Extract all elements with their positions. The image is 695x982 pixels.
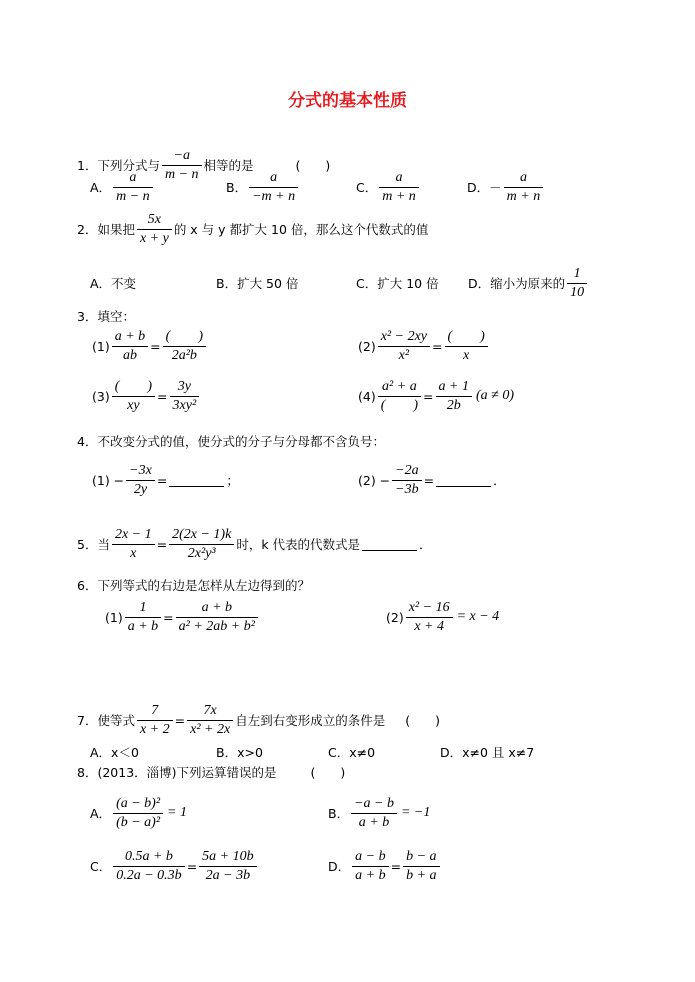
answer-paren: ( ) [295, 158, 331, 173]
numerator[interactable]: ( ) [445, 328, 488, 347]
denominator: a + b [355, 867, 386, 883]
option-label: C．x≠0 [328, 745, 376, 760]
numerator: a + b [112, 328, 148, 347]
expression: = −1 [400, 805, 431, 820]
equals-sign: = [150, 338, 161, 354]
denominator: ab [122, 347, 137, 363]
option-label: D．缩小为原来的 [468, 276, 566, 291]
numerator: 3y [170, 378, 200, 397]
fraction [199, 848, 256, 885]
numerator[interactable]: ( ) [163, 328, 206, 347]
denominator: 2b [446, 397, 461, 413]
punctuation: ； [226, 473, 239, 488]
question-text: 自左到右变形成立的条件是 [235, 713, 386, 728]
denominator: x² + 2x [190, 721, 231, 737]
question-text: 4．不改变分式的值，使分式的分子与分母都不含负号： [77, 434, 385, 449]
fraction [436, 378, 472, 415]
fraction [162, 147, 202, 184]
answer-blank[interactable] [169, 474, 224, 487]
minus-sign: － [489, 180, 502, 195]
numerator: −3x [126, 462, 155, 481]
numerator: a [113, 169, 153, 188]
equals-sign: = [163, 609, 174, 625]
fraction [249, 169, 298, 206]
denominator: a + b [127, 618, 159, 634]
fraction [403, 848, 439, 885]
question-text: 2．如果把 [77, 222, 135, 237]
item-label: (1) [92, 338, 110, 354]
denominator: m − n [164, 166, 199, 182]
denominator: (b − a)² [116, 814, 161, 830]
fraction [392, 462, 421, 499]
fraction [445, 328, 488, 365]
fraction [567, 265, 587, 302]
fraction [112, 526, 155, 563]
question-text: 3．填空： [77, 309, 135, 324]
numerator: a [504, 169, 544, 188]
condition: (a ≠ 0) [475, 388, 514, 403]
fraction [113, 848, 184, 885]
denominator: x [130, 545, 137, 561]
numerator[interactable]: ( ) [112, 378, 155, 397]
equals-sign: = [423, 388, 434, 404]
question-text: 7．使等式 [77, 713, 135, 728]
item-label: (2) [358, 338, 376, 354]
equals-sign: = [423, 472, 435, 488]
numerator: −2a [392, 462, 421, 481]
option-label: B．x>0 [216, 745, 263, 760]
option-label: A． [90, 806, 112, 821]
numerator: x² − 2xy [378, 328, 430, 347]
option-label: D．x≠0 且 x≠7 [440, 745, 535, 760]
fraction [170, 378, 200, 415]
denominator: 2x²y³ [187, 545, 216, 561]
fraction [112, 328, 148, 365]
question-text: 时，k 代表的代数式是 [236, 537, 361, 552]
option-label: C． [90, 859, 112, 874]
denominator: −m + n [252, 188, 296, 204]
numerator: b − a [403, 848, 439, 867]
fraction [163, 328, 206, 365]
numerator: a + 1 [436, 378, 472, 397]
numerator: (a − b)² [113, 795, 163, 814]
numerator: −a − b [351, 795, 397, 814]
fraction [378, 328, 430, 365]
option-label: C．扩大 10 倍 [356, 276, 439, 291]
numerator: x² − 16 [406, 599, 453, 618]
option-label: C． [356, 180, 378, 195]
denominator: m + n [506, 188, 541, 204]
numerator: 1 [125, 599, 161, 618]
numerator: 1 [567, 265, 587, 284]
denominator: 10 [570, 284, 585, 300]
denominator: xy [127, 397, 140, 413]
item-label: (1) [105, 609, 123, 625]
numerator: 0.5a + b [113, 848, 184, 867]
page-title: 分式的基本性质 [288, 91, 407, 111]
denominator: x² [398, 347, 410, 363]
denominator: −3b [395, 481, 419, 497]
question-text: 的 x 与 y 都扩大 10 倍，那么这个代数式的值 [173, 222, 429, 237]
denominator: x + 4 [414, 618, 444, 634]
question-text: 相等的是 [203, 158, 254, 173]
equals-sign: = [157, 388, 168, 404]
fraction [113, 795, 163, 832]
fraction [351, 795, 397, 832]
equals-sign: = [174, 712, 186, 728]
denominator: 2a²b [171, 347, 197, 363]
option-label: A．x＜0 [90, 745, 139, 760]
denominator: 2y [133, 481, 148, 497]
numerator: 7 [137, 702, 173, 721]
equals-sign: = [390, 858, 402, 874]
item-label: (2) − [358, 472, 391, 488]
fraction [176, 599, 258, 636]
numerator: 7x [187, 702, 233, 721]
fraction [125, 599, 161, 636]
numerator: a + b [176, 599, 258, 618]
fraction [352, 848, 388, 885]
equals-sign: = [156, 472, 168, 488]
option-label: D． [328, 859, 351, 874]
option-label: B． [328, 806, 350, 821]
question-text: 1．下列分式与 [77, 158, 160, 173]
denominator: x [463, 347, 470, 363]
answer-blank[interactable] [436, 474, 491, 487]
fraction [378, 378, 421, 415]
denominator: a² + 2ab + b² [178, 618, 255, 634]
numerator: 5x [137, 211, 172, 230]
fraction [112, 378, 155, 415]
fraction [379, 169, 419, 206]
option-label: D． [467, 180, 490, 195]
question-text: 8．(2013．淄博)下列运算错误的是 [77, 765, 277, 780]
numerator: −a [162, 147, 202, 166]
option-label: B．扩大 50 倍 [216, 276, 299, 291]
fraction [169, 526, 234, 563]
equals-sign: = [432, 338, 443, 354]
fraction [113, 169, 153, 206]
option-label: B． [226, 180, 248, 195]
answer-blank[interactable] [362, 538, 417, 551]
denominator: x + 2 [139, 721, 170, 737]
fraction [137, 702, 173, 739]
fraction [406, 599, 453, 636]
equals-sign: = [186, 858, 198, 874]
expression: = 1 [167, 805, 187, 820]
item-label: (3) [92, 388, 110, 404]
numerator: 2x − 1 [112, 526, 155, 545]
option-label: A． [90, 180, 112, 195]
punctuation: ． [419, 537, 432, 552]
denominator: b + a [406, 867, 437, 883]
denominator: 2a − 3b [205, 867, 251, 883]
numerator: a − b [352, 848, 388, 867]
numerator: 2(2x − 1)k [169, 526, 234, 545]
answer-paren: ( ) [405, 713, 440, 728]
item-label: (1) − [92, 472, 125, 488]
numerator: a [379, 169, 419, 188]
numerator: 5a + 10b [199, 848, 256, 867]
denominator: m − n [116, 188, 150, 204]
expression: = x − 4 [456, 609, 500, 624]
item-label: (2) [386, 609, 404, 625]
answer-paren: ( ) [310, 765, 346, 780]
numerator: a² + a [378, 378, 421, 397]
question-text: 5．当 [77, 537, 110, 552]
equals-sign: = [156, 536, 168, 552]
fraction [187, 702, 233, 739]
item-label: (4) [358, 388, 376, 404]
fraction [137, 211, 172, 248]
denominator: m + n [382, 188, 416, 204]
punctuation: ． [493, 473, 506, 488]
denominator: a + b [358, 814, 390, 830]
numerator: a [249, 169, 298, 188]
denominator[interactable]: ( ) [380, 397, 419, 413]
fraction [504, 169, 544, 206]
denominator: 3xy² [172, 397, 197, 413]
option-label: A．不变 [90, 276, 137, 291]
denominator: 0.2a − 0.3b [116, 867, 182, 883]
denominator: x + y [139, 230, 169, 246]
question-text: 6．下列等式的右边是怎样从左边得到的？ [77, 578, 310, 593]
fraction [126, 462, 155, 499]
